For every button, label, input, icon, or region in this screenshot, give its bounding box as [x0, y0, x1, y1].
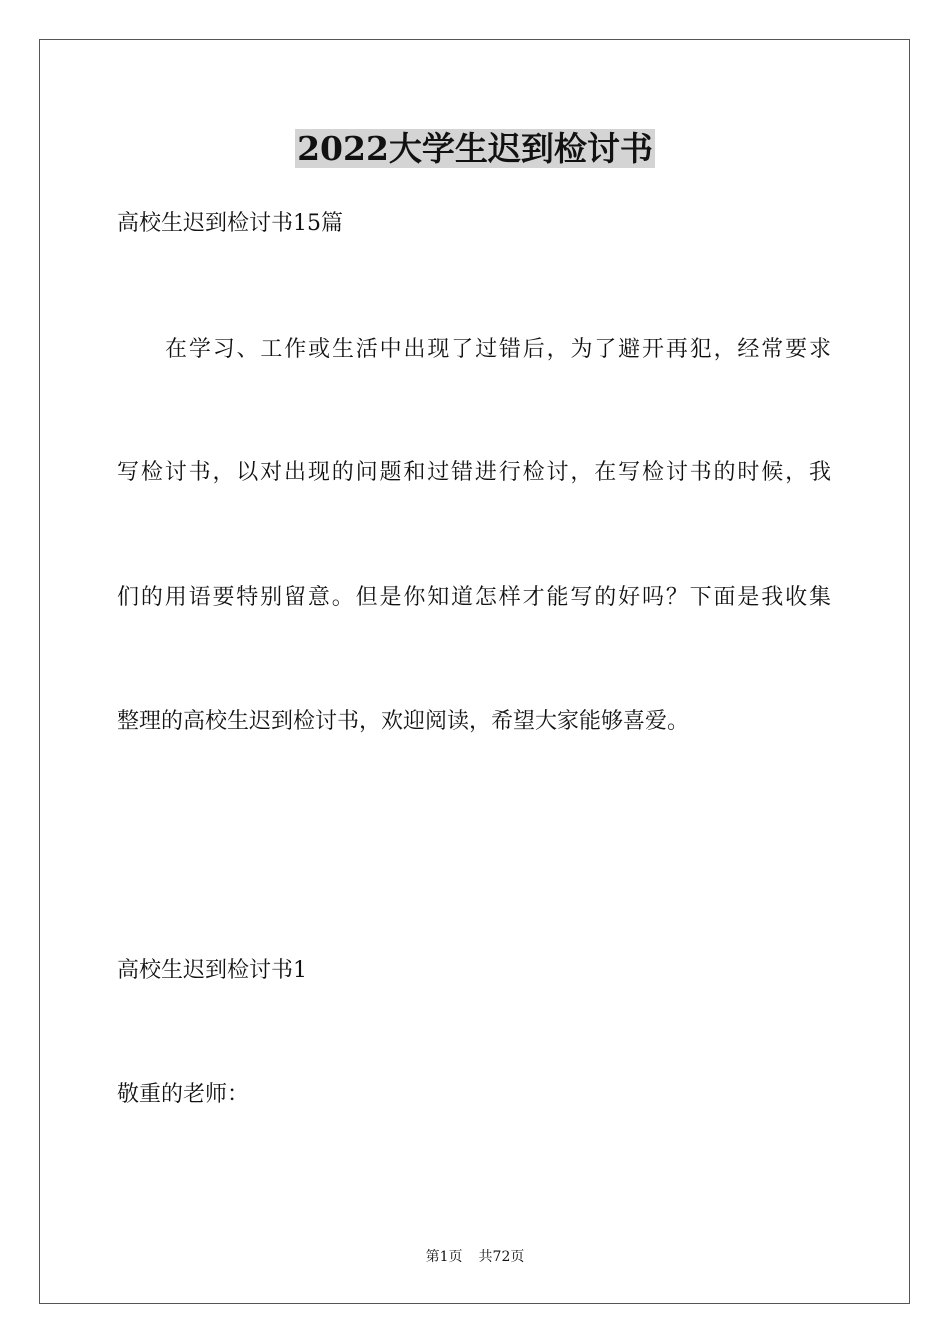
intro-paragraph-line-3: 们的用语要特别留意。但是你知道怎样才能写的好吗？下面是我收集 — [117, 585, 831, 610]
document-title-text: 2022大学生迟到检讨书 — [297, 129, 653, 168]
document-title — [0, 127, 950, 171]
page-total: 共72页 — [478, 1249, 525, 1265]
salutation: 敬重的老师： — [117, 1082, 250, 1107]
page-footer — [0, 1247, 950, 1267]
page-number: 第1页 — [425, 1249, 463, 1265]
intro-paragraph-line-4: 整理的高校生迟到检讨书，欢迎阅读，希望大家能够喜爱。 — [117, 709, 690, 734]
document-subtitle: 高校生迟到检讨书15篇 — [117, 211, 343, 236]
section-heading: 高校生迟到检讨书1 — [117, 958, 307, 983]
intro-paragraph-line-1: 在学习、工作或生活中出现了过错后，为了避开再犯，经常要求 — [165, 337, 831, 362]
intro-paragraph-line-2: 写检讨书，以对出现的问题和过错进行检讨，在写检讨书的时候，我 — [117, 460, 831, 485]
